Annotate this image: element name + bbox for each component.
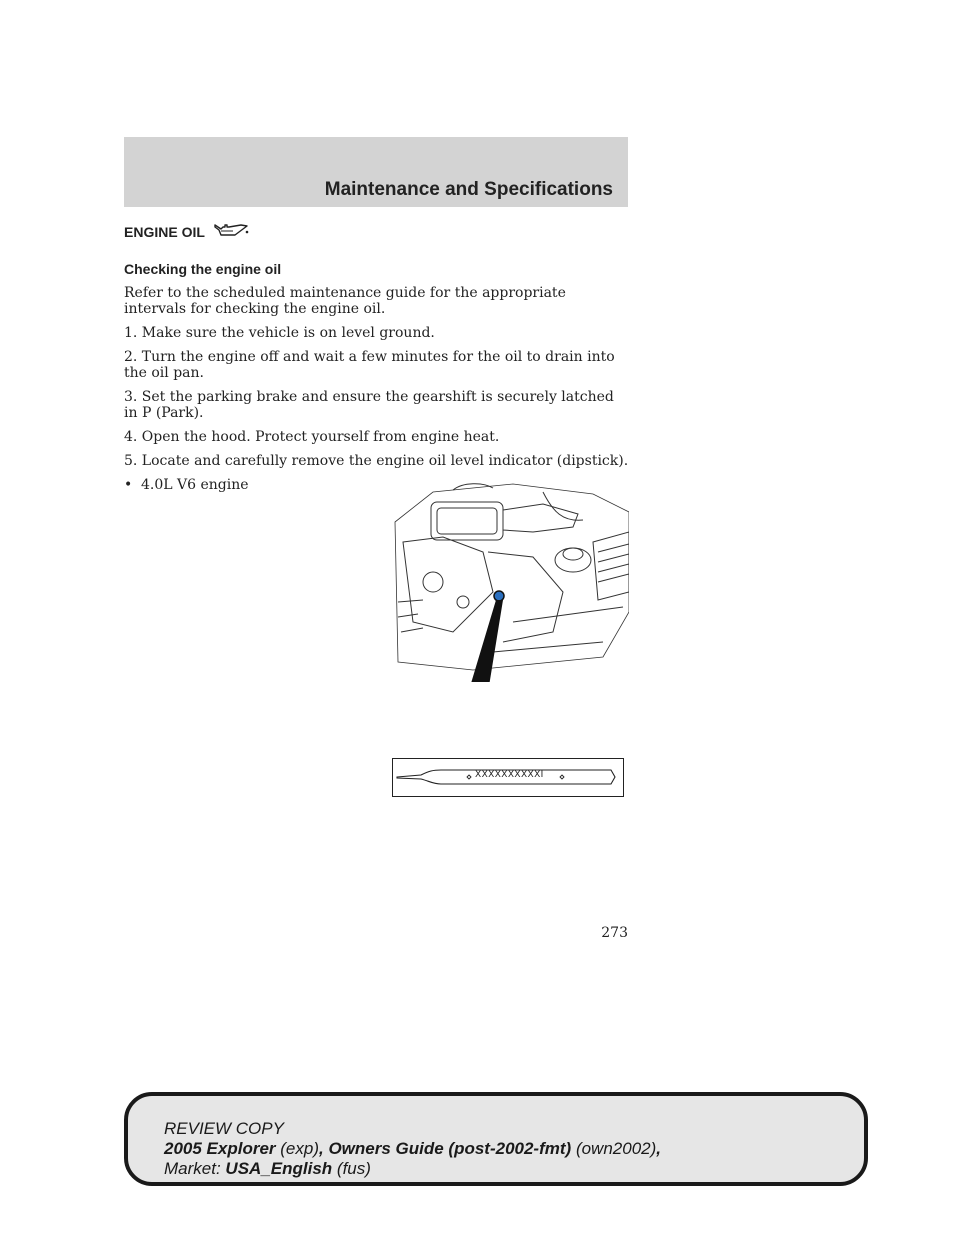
footer-text [164,1119,661,1179]
footer-vehicle-code: (exp) [280,1139,319,1158]
footer-review-box [124,1092,868,1186]
section-title-text: ENGINE OIL [124,223,205,240]
header-band [124,137,628,207]
footer-separator-2: , [656,1139,661,1158]
section-heading [124,222,249,241]
footer-vehicle: 2005 Explorer [164,1139,276,1158]
footer-market-code: (fus) [336,1159,371,1178]
step-4: 4. Open the hood. Protect yourself from engine heat. [124,429,500,445]
dipstick-figure [392,758,624,797]
footer-market: USA_English [225,1159,333,1178]
bullet-dot: • [124,477,133,493]
footer-market-label: Market: [164,1159,221,1178]
page-number: 273 [601,925,628,941]
paragraph: Refer to the scheduled maintenance guide for the appropriate intervals for checking the engine oil. [124,285,566,317]
step-3: 3. Set the parking brake and ensure the gearshift is securely latched in P (Park). [124,389,614,421]
dipstick-marks-label: XXXXXXXXXXI [475,770,544,780]
step-2: 2. Turn the engine off and wait a few minutes for the oil to drain into the oil pan. [124,349,615,381]
footer-guide: Owners Guide (post-2002-fmt) [328,1139,572,1158]
footer-guide-code: (own2002) [575,1139,657,1158]
step-5: 5. Locate and carefully remove the engine oil level indicator (dipstick). [124,453,629,469]
subheading: Checking the engine oil [124,261,282,277]
footer-separator: , [318,1139,329,1158]
engine-illustration [393,482,629,682]
page-title: Maintenance and Specifications [324,179,613,200]
bullet-text: 4.0L V6 engine [141,477,249,493]
step-1: 1. Make sure the vehicle is on level ground. [124,325,435,341]
oil-can-icon [213,222,249,241]
footer-review-label: REVIEW COPY [164,1119,284,1138]
body-text [124,285,629,493]
